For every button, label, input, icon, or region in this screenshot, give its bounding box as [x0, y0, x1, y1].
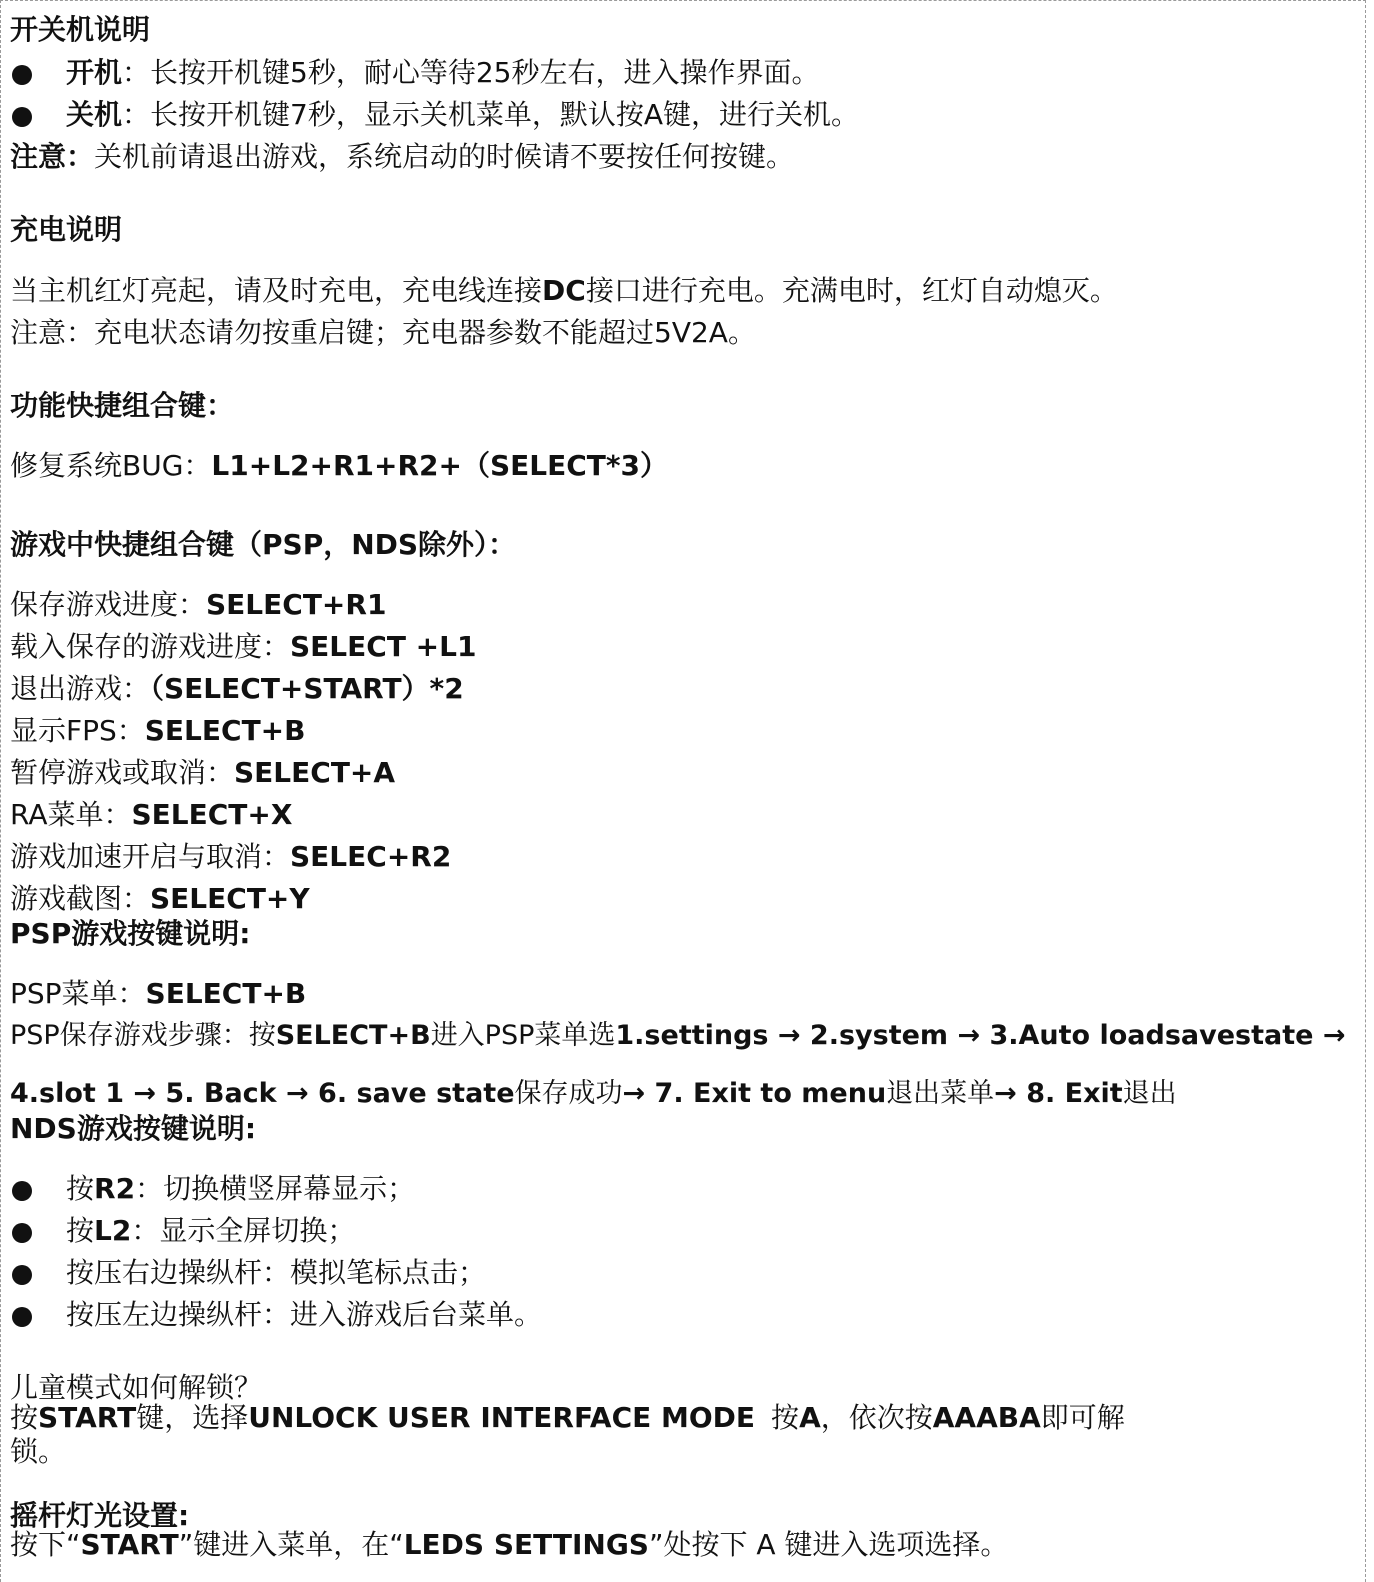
ingame-item — [10, 713, 305, 749]
nds-title: NDS游戏按键说明: — [10, 1112, 257, 1145]
nds-item-pre: 按压右边操纵杆：模拟笔标点击； — [66, 1256, 487, 1289]
leds-t1: 按下“ — [10, 1528, 81, 1561]
ingame-item-label: 载入保存的游戏进度： — [10, 630, 291, 663]
charge-line-1 — [10, 273, 1118, 309]
ingame-item-combo: SELECT+A — [234, 756, 396, 789]
power-on-line — [66, 55, 819, 91]
bullet-icon — [12, 1265, 32, 1285]
nds-item — [66, 1297, 542, 1333]
fix-bug-combo: L1+L2+R1+R2+（SELECT*3） — [211, 449, 669, 482]
psp-save-label: PSP保存游戏步骤：按 — [10, 1020, 276, 1051]
psp-menu-line — [10, 976, 306, 1012]
kids-t2: 键，选择 — [136, 1401, 249, 1434]
leds-t2: ”键进入菜单，在“ — [178, 1528, 404, 1561]
ingame-item-label: 暂停游戏或取消： — [10, 756, 235, 789]
kids-line-1 — [10, 1400, 1125, 1436]
fix-bug-label: 修复系统BUG： — [10, 449, 212, 482]
ingame-title: 游戏中快捷组合键（PSP，NDS除外）： — [10, 528, 517, 561]
ingame-item-combo: SELECT+X — [131, 798, 293, 831]
power-on-label: 开机 — [66, 56, 123, 89]
nds-item-pre: 按 — [66, 1214, 95, 1247]
ingame-item-combo: SELECT+B — [144, 714, 306, 747]
leds-k1: START — [80, 1528, 179, 1561]
ingame-item — [10, 671, 464, 707]
nds-item-key: R2 — [94, 1172, 136, 1205]
leds-k2: LEDS SETTINGS — [403, 1528, 649, 1561]
leds-title: 摇杆灯光设置: — [10, 1499, 190, 1532]
psp-save-steps-1: 1.settings → 2.system → 3.Auto loadsavestate → — [615, 1020, 1346, 1051]
charge-title: 充电说明 — [10, 213, 123, 246]
kids-t1: 按 — [10, 1401, 39, 1434]
bullet-icon — [12, 107, 32, 127]
ingame-item — [10, 587, 386, 623]
ingame-item-label: 游戏加速开启与取消： — [10, 840, 291, 873]
bullet-icon — [12, 1307, 32, 1327]
psp-steps-c: → 7. Exit to menu — [622, 1078, 887, 1109]
kids-t4: ，依次按 — [820, 1401, 933, 1434]
leds-t3: ”处按下 A 键进入选项选择。 — [648, 1528, 1009, 1561]
power-on-text: ：长按开机键5秒，耐心等待25秒左右，进入操作界面。 — [122, 56, 820, 89]
kids-k2: UNLOCK USER INTERFACE MODE — [248, 1401, 756, 1434]
ingame-item — [10, 797, 292, 833]
power-note-line — [10, 139, 794, 175]
power-title: 开关机说明 — [10, 13, 151, 46]
bullet-icon — [12, 65, 32, 85]
fix-bug-line — [10, 448, 668, 484]
nds-item-text: ：显示全屏切换； — [131, 1214, 356, 1247]
psp-steps-b: 保存成功 — [514, 1078, 623, 1109]
psp-steps-f: 退出 — [1122, 1078, 1177, 1109]
ingame-item-label: 游戏截图： — [10, 882, 151, 915]
ingame-item-label: RA菜单： — [10, 798, 132, 831]
power-off-text: ：长按开机键7秒，显示关机菜单，默认按A键，进行关机。 — [122, 98, 859, 131]
psp-save-line-2 — [10, 1076, 1177, 1112]
nds-item-pre: 按 — [66, 1172, 95, 1205]
kids-k3: A — [799, 1401, 821, 1434]
nds-item-text: ：切换横竖屏幕显示； — [135, 1172, 416, 1205]
nds-item — [66, 1171, 415, 1207]
kids-k1: START — [38, 1401, 137, 1434]
ingame-item — [10, 839, 451, 875]
charge-dc: DC — [542, 274, 586, 307]
nds-item — [66, 1213, 355, 1249]
ingame-item-label: 显示FPS： — [10, 714, 145, 747]
nds-item — [66, 1255, 486, 1291]
ingame-item-combo: SELEC+R2 — [290, 840, 452, 873]
psp-save-combo: SELECT+B — [275, 1020, 431, 1051]
ingame-item-label: 退出游戏： — [10, 672, 151, 705]
kids-k4: AAABA — [932, 1401, 1041, 1434]
ingame-item — [10, 881, 310, 917]
kids-line-2: 锁。 — [10, 1435, 67, 1468]
psp-steps-a: 4.slot 1 → 5. Back → 6. save state — [10, 1078, 515, 1109]
kids-t5: 即可解 — [1040, 1401, 1125, 1434]
psp-steps-e: → 8. Exit — [994, 1078, 1123, 1109]
kids-t3: 按 — [771, 1401, 800, 1434]
power-off-line — [66, 97, 859, 133]
ingame-item — [10, 755, 395, 791]
ingame-item — [10, 629, 476, 665]
ingame-item-label: 保存游戏进度： — [10, 588, 207, 621]
bullet-icon — [12, 1223, 32, 1243]
function-keys-title: 功能快捷组合键： — [10, 389, 235, 422]
power-off-label: 关机 — [66, 98, 123, 131]
ingame-item-combo: SELECT+R1 — [206, 588, 387, 621]
psp-steps-d: 退出菜单 — [886, 1078, 995, 1109]
nds-item-pre: 按压左边操纵杆：进入游戏后台菜单。 — [66, 1298, 543, 1331]
psp-save-line-1 — [10, 1018, 1346, 1054]
psp-save-mid: 进入PSP菜单选 — [430, 1020, 616, 1051]
ingame-item-combo: SELECT +L1 — [290, 630, 477, 663]
ingame-item-combo: （SELECT+START）*2 — [150, 672, 464, 705]
psp-menu-label: PSP菜单： — [10, 977, 146, 1010]
power-note-text: 关机前请退出游戏，系统启动的时候请不要按任何按键。 — [94, 140, 795, 173]
charge-text-a: 当主机红灯亮起，请及时充电，充电线连接 — [10, 274, 543, 307]
psp-title: PSP游戏按键说明: — [10, 917, 251, 950]
nds-item-key: L2 — [94, 1214, 132, 1247]
psp-menu-combo: SELECT+B — [145, 977, 307, 1010]
ingame-item-combo: SELECT+Y — [150, 882, 310, 915]
power-note-label: 注意： — [10, 140, 95, 173]
charge-text-c: 接口进行充电。充满电时，红灯自动熄灭。 — [585, 274, 1118, 307]
bullet-icon — [12, 1181, 32, 1201]
kids-title: 儿童模式如何解锁？ — [10, 1371, 263, 1404]
leds-line — [10, 1527, 1008, 1563]
charge-line-2: 注意：充电状态请勿按重启键；充电器参数不能超过5V2A。 — [10, 316, 756, 349]
